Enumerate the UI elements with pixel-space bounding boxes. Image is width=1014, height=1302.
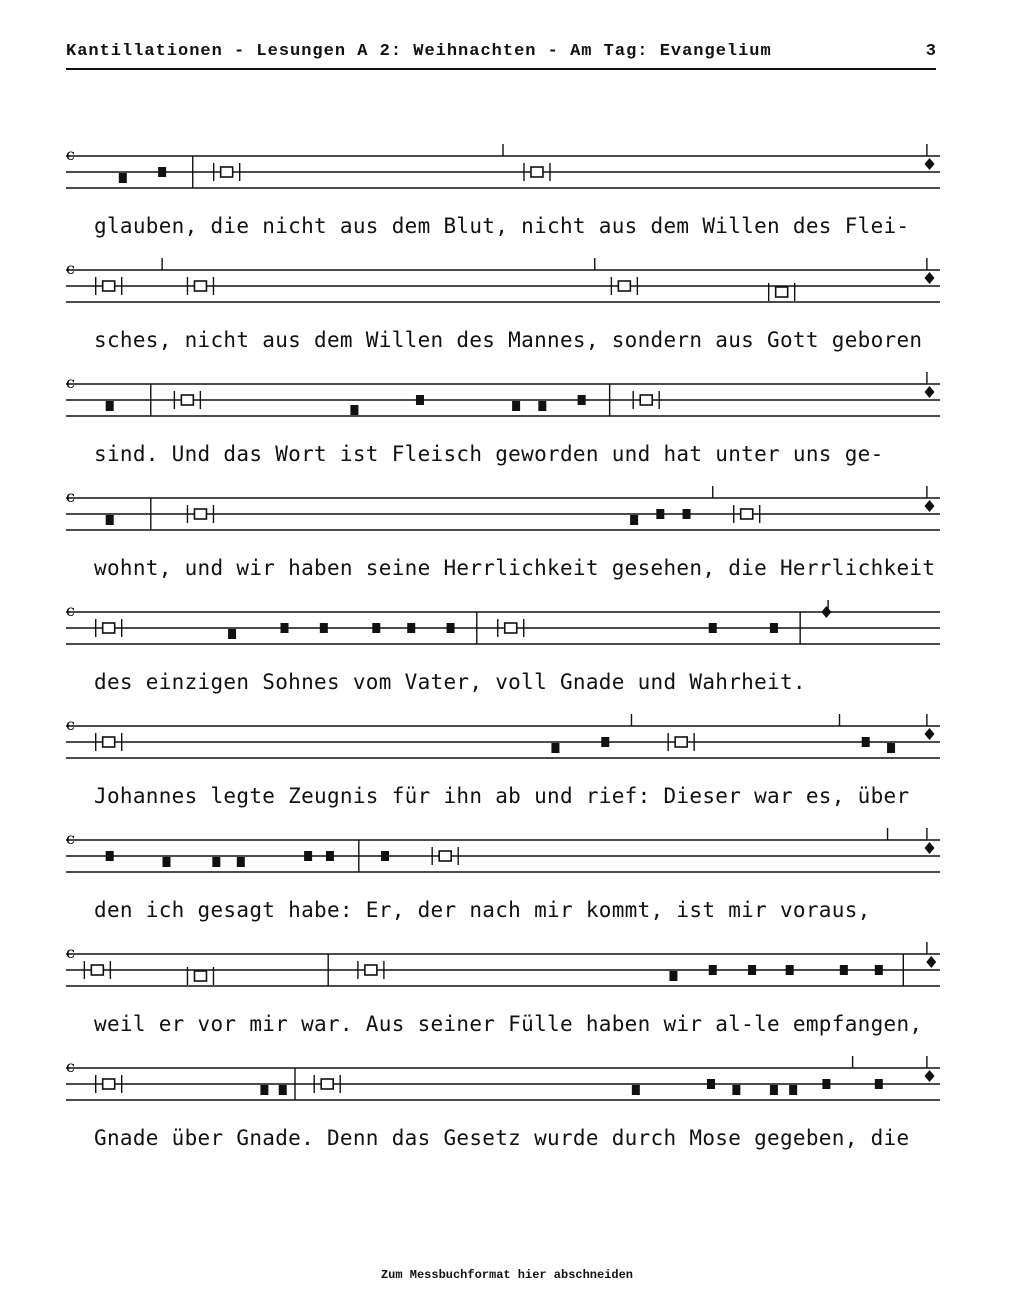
punctum-note	[447, 623, 455, 633]
c-clef-icon: c	[66, 487, 75, 506]
punctum-note	[862, 737, 870, 747]
c-clef-icon: c	[66, 1057, 75, 1076]
punctum-note	[381, 851, 389, 861]
lyric-line: weil er vor mir war. Aus seiner Fülle haben wir al-le empfangen,	[94, 1012, 923, 1036]
lyric-line: Gnade über Gnade. Denn das Gesetz wurde durch Mose gegeben, die	[94, 1126, 910, 1150]
punctum-note	[770, 623, 778, 633]
chant-staff	[66, 829, 940, 878]
punctum-note	[822, 1079, 830, 1089]
punctum-note	[551, 743, 559, 753]
punctum-note	[281, 623, 289, 633]
punctum-note	[683, 509, 691, 519]
c-clef-icon: c	[66, 829, 75, 848]
lyric-line: sches, nicht aus dem Willen des Mannes, sondern aus Gott geboren	[94, 328, 923, 352]
punctum-note	[119, 173, 127, 183]
lyric-line: Johannes legte Zeugnis für ihn ab und rief: Dieser war es, über	[94, 784, 910, 808]
staff-svg	[66, 943, 940, 992]
staff-svg	[66, 373, 940, 422]
punctum-note	[512, 401, 520, 411]
final-diamond-note	[925, 728, 935, 740]
punctum-note	[887, 743, 895, 753]
chant-staff	[66, 943, 940, 992]
lyric-line: den ich gesagt habe: Er, der nach mir kommt, ist mir voraus,	[94, 898, 871, 922]
punctum-note	[789, 1085, 797, 1095]
final-diamond-note	[925, 272, 935, 284]
punctum-note	[212, 857, 220, 867]
c-clef-icon: c	[66, 259, 75, 278]
staff-svg	[66, 145, 940, 194]
punctum-note	[538, 401, 546, 411]
chant-staff	[66, 373, 940, 422]
c-clef-icon: c	[66, 715, 75, 734]
punctum-note	[163, 857, 171, 867]
punctum-note	[416, 395, 424, 405]
final-diamond-note	[925, 386, 935, 398]
punctum-note	[632, 1085, 640, 1095]
punctum-note	[709, 965, 717, 975]
punctum-note	[350, 405, 358, 415]
punctum-note	[320, 623, 328, 633]
footer-note: Zum Messbuchformat hier abschneiden	[380, 1268, 634, 1282]
chant-staff	[66, 487, 940, 536]
punctum-note	[630, 515, 638, 525]
punctum-note	[669, 971, 677, 981]
lyric-line: sind. Und das Wort ist Fleisch geworden und hat unter uns ge-	[94, 442, 884, 466]
punctum-note	[786, 965, 794, 975]
c-clef-icon: c	[66, 145, 75, 164]
punctum-note	[601, 737, 609, 747]
final-diamond-note	[925, 500, 935, 512]
punctum-note	[372, 623, 380, 633]
punctum-note	[106, 851, 114, 861]
c-clef-icon: c	[66, 373, 75, 392]
chant-staff	[66, 1057, 940, 1106]
punctum-note	[279, 1085, 287, 1095]
lyric-line: glauben, die nicht aus dem Blut, nicht aus dem Willen des Flei-	[94, 214, 910, 238]
punctum-note	[875, 1079, 883, 1089]
punctum-note	[707, 1079, 715, 1089]
punctum-note	[578, 395, 586, 405]
staff-svg	[66, 1057, 940, 1106]
punctum-note	[260, 1085, 268, 1095]
page-header	[66, 40, 936, 70]
punctum-note	[158, 167, 166, 177]
c-clef-icon: c	[66, 601, 75, 620]
punctum-note	[304, 851, 312, 861]
punctum-note	[748, 965, 756, 975]
punctum-note	[656, 509, 664, 519]
punctum-note	[326, 851, 334, 861]
chant-staff	[66, 259, 940, 308]
lyric-line: des einzigen Sohnes vom Vater, voll Gnade und Wahrheit.	[94, 670, 806, 694]
chant-staff	[66, 715, 940, 764]
punctum-note	[770, 1085, 778, 1095]
punctum-note	[732, 1085, 740, 1095]
final-diamond-note	[925, 842, 935, 854]
chant-staff	[66, 145, 940, 194]
punctum-note	[228, 629, 236, 639]
lyric-line: wohnt, und wir haben seine Herrlichkeit gesehen, die Herrlichkeit	[94, 556, 936, 580]
punctum-note	[875, 965, 883, 975]
punctum-note	[237, 857, 245, 867]
punctum-note	[840, 965, 848, 975]
final-diamond-note	[925, 158, 935, 170]
final-diamond-note	[926, 956, 936, 968]
staff-svg	[66, 487, 940, 536]
punctum-note	[407, 623, 415, 633]
final-diamond-note	[821, 606, 831, 618]
punctum-note	[106, 401, 114, 411]
staff-svg	[66, 829, 940, 878]
chant-staff	[66, 601, 940, 650]
punctum-note	[106, 515, 114, 525]
page-title: Kantillationen - Lesungen A 2: Weihnachten - Am Tag: Evangelium	[66, 42, 772, 61]
staff-svg	[66, 715, 940, 764]
punctum-note	[709, 623, 717, 633]
staff-svg	[66, 259, 940, 308]
c-clef-icon: c	[66, 943, 75, 962]
page-number: 3	[925, 42, 936, 61]
staff-svg	[66, 601, 940, 650]
final-diamond-note	[925, 1070, 935, 1082]
